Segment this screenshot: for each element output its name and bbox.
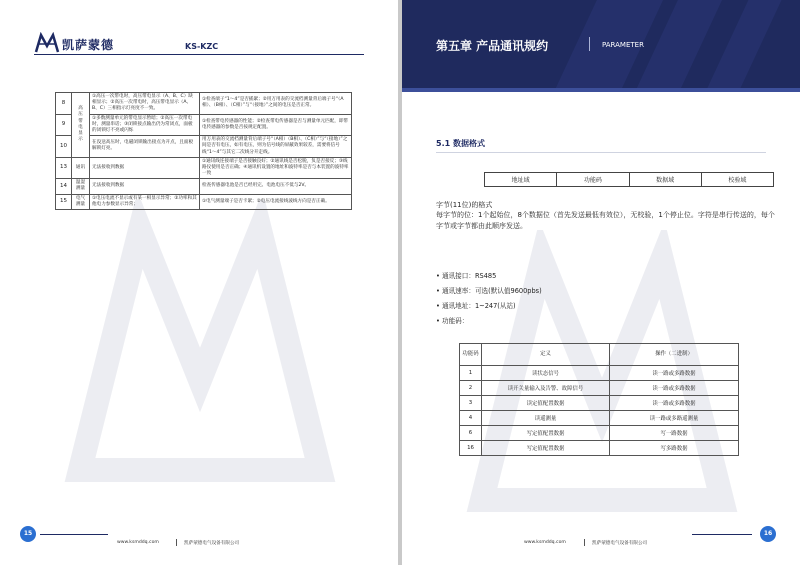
footer-url[interactable]: www.ksmddq.com [117,540,159,545]
symptom-cell: 在没送高压时，电磁闭锁输出接点为开点，且面板解锁灯亮。 [90,136,200,158]
check-cell: 用万用表的交流档测量背后端子号“（A相）（B相）、（C相）”与“（接地）”之间是否有电压，如有电压，则为信号线的屏蔽效果较差，需要将信号线“1～4”与其它二次线分开走线。 [200,136,352,158]
header-rule [34,54,364,55]
bullet-item: • 通讯接口：RS485 [436,272,497,280]
function-code-table [459,343,739,456]
row-number: 14 [56,179,72,194]
table-row [460,396,739,411]
section-rule [436,152,766,153]
table-cell: 写定值配置数据 [482,441,610,456]
row-number: 10 [56,136,72,158]
table-row [460,426,739,441]
bullet-value: RS485 [474,272,497,280]
table-cell: 16 [460,441,482,456]
footer-separator [584,539,585,546]
table-row [56,194,352,209]
chapter-subtitle: PARAMETER [602,41,644,49]
model-code: KS-KZC [185,42,219,51]
bullet-value: 1~247(从站) [474,302,516,310]
table-row [56,136,352,158]
bullet-item: • 功能码： [436,317,469,325]
table-cell: 写多路数据 [610,441,739,456]
table-row [56,179,352,194]
table-cell: 读一路或多路数据 [610,381,739,396]
table-cell: 读一路或多路数据 [610,366,739,381]
table-row [460,441,739,456]
format-cell: 地址域 [485,173,557,187]
table-header-row [460,344,739,366]
check-cell: ①检查端子“1～4”是否插紧；②用万用表的交流档测量背后端子号“（A相）、（B相）、（C相）”与“（接地）”之间的电压是否正常。 [200,93,352,115]
symptom-cell: 无法接收到数据 [90,179,200,194]
check-cell: 检查传感器电池是否已经用完、电池电压不低与2V。 [200,179,352,194]
table-cell: 1 [460,366,482,381]
section-title: 5.1 数据格式 [436,139,485,148]
format-cell: 数据域 [629,173,701,187]
bullet-label: 通讯地址： [442,302,475,310]
footer-url[interactable]: www.ksmddq.com [524,540,566,545]
table-cell: 读定值配置数据 [482,396,610,411]
check-cell: ①通讯线连接端子是否接触良好；②通讯线是否松脱，负是否接反；③线路仪使用是否正确；④通讯机设置的地址和波特率是否与本装置的波特率一致 [200,157,352,179]
table-cell: 读遥测量 [482,411,610,426]
category-cell: 电气测量 [72,194,90,209]
table-cell: 读一路或多路数据 [610,396,739,411]
bullet-item: • 通讯地址：1~247(从站) [436,302,516,310]
left-header [0,0,398,62]
table-cell: 3 [460,396,482,411]
table-cell: 写定值配置数据 [482,426,610,441]
table-row [485,173,774,187]
check-cell: ①电气测量端子是否卡紧；②电压电流接线波线方向是否正确。 [200,194,352,209]
table-row [460,366,739,381]
format-cell: 功能码 [557,173,629,187]
symptom-cell: ①电压电流不显示或有某一相显示异常；②功率和其他电力参数显示异常； [90,194,200,209]
company-logo-icon [34,32,60,54]
footer-company: 凯萨蒙德电气设备有限公司 [184,541,240,546]
bullet-value: 可选(默认值9600pbs) [474,287,542,295]
symptom-cell: ①多数测量单元的带电显示暂暗；②高压一次带电时，测量串话；③闭锁接点输出仍为常闭点，面板的闭锁灯不亮或闪烁 [90,114,200,136]
category-cell: 通讯 [72,157,90,179]
table-cell: 6 [460,426,482,441]
symptom-cell: ①高压一次带电时，高压带电显示（A、B、C）缺相显示；②高压一次带电时，高压带电显示（A、B、C）三相指示灯亮度不一致。 [90,93,200,115]
col-header: 定义 [482,344,610,366]
row-number: 8 [56,93,72,115]
left-page [0,0,398,565]
bullet-label: 功能码： [442,317,469,325]
page-number-badge: 16 [760,526,776,542]
byte-format-desc: 每字节的位：1个起始位，8个数据位（首先发送最低有效位），无校验，1个停止位。字符是串行传送的，每个字节或字节都由此顺序发送。 [436,211,775,230]
row-number: 15 [56,194,72,209]
watermark-logo [40,200,360,500]
byte-format-title: 字节(11位)的格式 [436,201,493,209]
row-number: 9 [56,114,72,136]
footer-separator [176,539,177,546]
category-label: 高压带电显示 [78,106,83,143]
logo-text: 凯萨蒙德 [62,38,115,52]
chapter-header [402,0,800,92]
chapter-title: 第五章 产品通讯规约 [436,39,549,53]
header-bar [402,88,800,92]
table-cell: 读状态信号 [482,366,610,381]
bullet-label: 通讯接口： [442,272,475,280]
format-cell: 校验域 [701,173,773,187]
symptom-cell: 无法接收到数据 [90,157,200,179]
table-cell: 2 [460,381,482,396]
footer-rule [692,534,752,535]
table-cell: 读一路或多路遥测量 [610,411,739,426]
table-cell: 读开关量输入及告警、故障信号 [482,381,610,396]
table-row [56,157,352,179]
footer-company: 凯萨蒙德电气设备有限公司 [592,541,648,546]
footer-rule [40,534,108,535]
title-separator [589,37,590,51]
table-cell: 4 [460,411,482,426]
table-row [460,411,739,426]
frame-format-table [484,172,774,187]
category-cell: 温湿测量 [72,179,90,194]
check-cell: ①检查带电传感器的性能；②检查带电传感器是否与测量单元匹配，即带电传感器的参数是否按规定配置。 [200,114,352,136]
right-page [402,0,800,565]
bullet-item: • 通讯速率：可选(默认值9600pbs) [436,287,542,295]
troubleshooting-table [55,92,352,210]
row-number: 13 [56,157,72,179]
category-cell [72,93,90,158]
table-row [460,381,739,396]
table-row [56,114,352,136]
col-header: 操作（二进制） [610,344,739,366]
bullet-label: 通讯速率： [442,287,475,295]
table-row [56,93,352,115]
table-cell: 写一路数据 [610,426,739,441]
page-number-badge: 15 [20,526,36,542]
col-header: 功能码 [460,344,482,366]
